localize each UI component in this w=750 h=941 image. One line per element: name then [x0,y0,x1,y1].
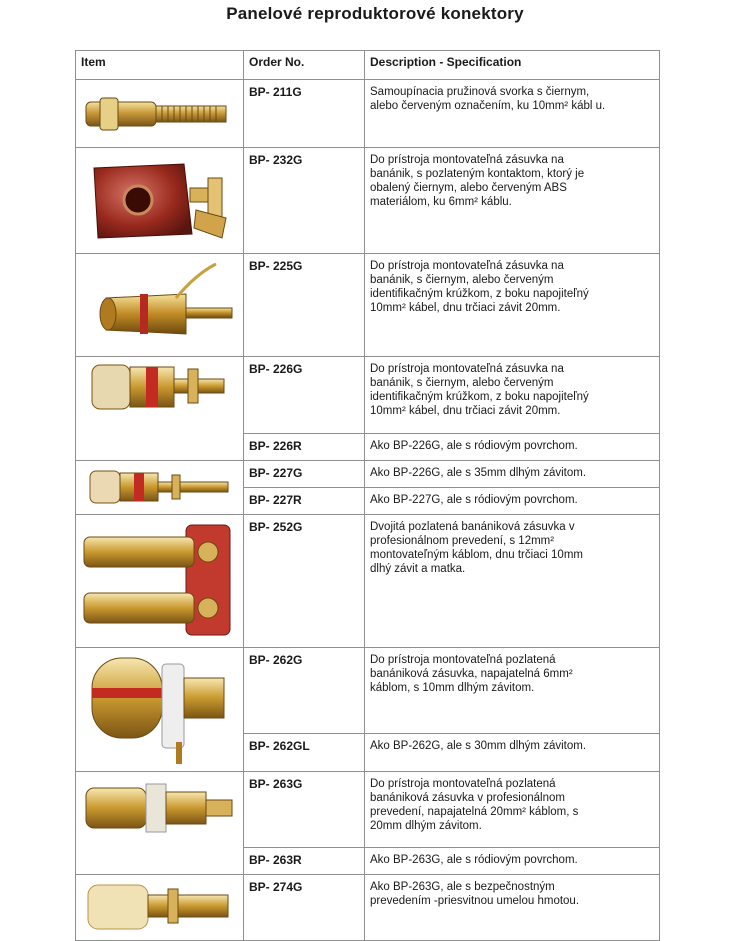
dual-binding-post-red-plate-photo [76,515,240,646]
order-number: BP- 226R [244,434,365,461]
long-thread-binding-post-photo [76,461,240,513]
description: Ako BP-262G, ale s 30mm dlhým závitom. [365,734,660,772]
product-image-cell [76,772,244,875]
order-number: BP- 226G [244,357,365,434]
table-row [76,515,660,648]
pro-gold-socket-photo [76,772,240,872]
order-number: BP- 227G [244,461,365,488]
product-image-cell [76,461,244,515]
order-number: BP- 227R [244,488,365,515]
gold-binding-post-red-ring-photo [76,357,240,457]
description: Dvojitá pozlatená banániková zásuvka v profesionálnom prevedení, s 12mm² montovateľným káblom, dnu trčiaci 10mm dlhý závit a matka. [365,515,660,648]
order-number: BP- 263R [244,848,365,875]
table-row [76,648,660,734]
gold-spring-terminal-photo [76,80,240,146]
description: Ako BP-263G, ale s bezpečnostným prevedením -priesvitnou umelou hmotou. [365,875,660,941]
table-row [76,254,660,357]
order-number: BP- 252G [244,515,365,648]
description: Do prístroja montovateľná zásuvka na banánik, s čiernym, alebo červeným identifikačným krúžkom, z boku napojiteľný 10mm² kábel, dnu trčiaci závit 20mm. [365,357,660,434]
column-header-item: Item [76,51,244,80]
safety-translucent-post-photo [76,875,240,939]
order-number: BP- 225G [244,254,365,357]
product-image-cell [76,357,244,461]
table-row [76,461,660,488]
description: Ako BP-227G, ale s ródiovým povrchom. [365,488,660,515]
order-number: BP- 262G [244,648,365,734]
description: Ako BP-226G, ale s ródiovým povrchom. [365,434,660,461]
description: Do prístroja montovateľná pozlatená banániková zásuvka v profesionálnom prevedení, napajatelná 20mm² káblom, s 20mm dlhým závitom. [365,772,660,848]
table-row [76,875,660,941]
table-header-row [76,51,660,80]
description: Do prístroja montovateľná pozlatená banániková zásuvka, napajatelná 6mm² káblom, s 10mm dlhým závitom. [365,648,660,734]
gold-binding-post-side-wire-photo [76,254,240,355]
page-title: Panelové reproduktorové konektory [226,4,524,23]
product-image-cell [76,148,244,254]
table-row [76,80,660,148]
order-number: BP- 211G [244,80,365,148]
order-number: BP- 262GL [244,734,365,772]
product-image-cell [76,648,244,772]
table-row [76,772,660,848]
red-binding-post-photo [76,148,240,252]
order-number: BP- 232G [244,148,365,254]
table-row [76,357,660,434]
description: Do prístroja montovateľná zásuvka na banánik, s čiernym, alebo červeným identifikačným krúžkom, z boku napojiteľný 10mm² kábel, dnu trčiaci závit 20mm. [365,254,660,357]
product-image-cell [76,80,244,148]
description: Samoupínacia pružinová svorka s čiernym, alebo červeným označením, ku 10mm² kábl u. [365,80,660,148]
product-image-cell [76,254,244,357]
product-image-cell [76,515,244,648]
table-row [76,148,660,254]
description: Do prístroja montovateľná zásuvka na banánik, s pozlateným kontaktom, ktorý je obalený čiernym, alebo červeným ABS materiálom, ku 6mm² káblu. [365,148,660,254]
column-header-order: Order No. [244,51,365,80]
column-header-description: Description - Specification [365,51,660,80]
product-image-cell [76,875,244,941]
gold-socket-white-washer-photo [76,648,240,770]
order-number: BP- 263G [244,772,365,848]
description: Ako BP-263G, ale s ródiovým povrchom. [365,848,660,875]
description: Ako BP-226G, ale s 35mm dlhým závitom. [365,461,660,488]
order-number: BP- 274G [244,875,365,941]
connector-table [75,50,660,941]
